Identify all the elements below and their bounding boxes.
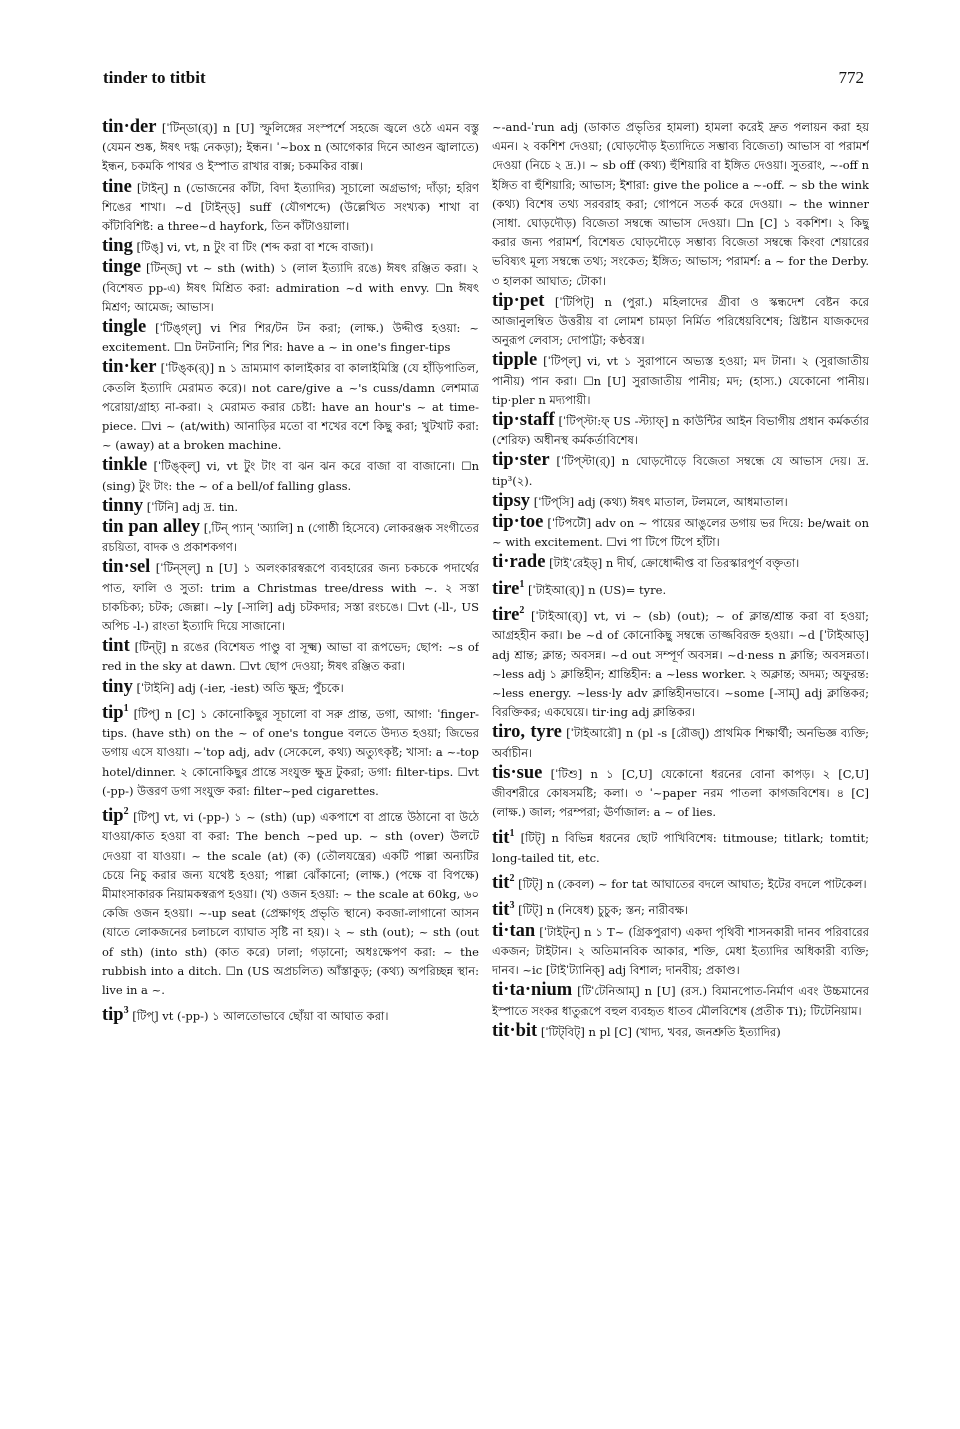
dictionary-entry [102,237,479,257]
entry-definition: [ˈটিপ্‌ল্‌] vi, vt ১ সুরাপানে অভ্যস্ত হওয়া; মদ টানা। ২ (সুরাজাতীয় পানীয়) পান করা। ☐n [U] সুরাজাতীয় পানীয়; মদ; (হাস্য.) যেকোনো পানীয়। tip·pler n মদ্যপায়ী। [492,354,869,407]
headword: tin·sel [102,557,151,578]
homograph-number: 2 [509,872,515,884]
headword: tinny [102,495,144,516]
entry-definition: [ˈটিঙ্‌গ্‌ল্‌] vi শির শির/টন টন করা; (লাক্ষ.) উদ্দীপ্ত হওয়া: ~ excitement. ☐n টনটনানি; শির শির: have a ~ in one's finger-tips [102,321,479,355]
right-column [492,118,869,1419]
headword: tip$^3$ [102,1005,129,1026]
dictionary-entry [102,637,479,676]
dictionary-entry [492,451,869,490]
dictionary-entry [492,601,869,722]
entry-definition: [ˈটাইট্‌ন্‌] n ১ T~ (গ্রিকপুরাণ) একদা পৃথিবী শাসনকারী দানব পরিবারের একজন; টাইটান। ২ অতিমানবিক আকার, শক্তি, মেধা ইত্যাদির অধিকারী ব্যক্তি; দানব। ~ic [টাইˈট্যানিক্‌] adj বিশাল; দানবীয়; প্রকাণ্ড। [492,924,869,978]
entry-definition: [ˈটাইআ(র্‌)] vt, vi ~ (sb) (out); ~ of ক্লান্ত/শ্রান্ত করা বা হওয়া; আগ্রহহীন করা। be ~d of কোনোকিছু সম্বন্ধে তাজ্জবিরক্ত হওয়া। ~d [ˈটাইআড্‌] adj শ্রান্ত; ক্লান্ত; অবসন্ন। ~d out সম্পূর্ণ অবসন্ন। ~d·ness n ক্লান্তি; অবসন্নতা। ~less adj ১ ক্লান্তিহীন; শ্রান্তিহীন: a ~less worker. ২ অক্লান্ত; অদম্য; অফুরন্ত: ~less energy. ~less·ly adv ক্লান্তিহীনভাবে। ~some [-সাম্‌] adj ক্লান্তিকর; বিরক্তিকর; একঘেয়ে। tir·ing adj ক্লান্তিকর। [492,609,869,720]
headword: tit$^1$ [492,827,515,848]
homograph-number: 2 [519,605,525,617]
headword: tit$^3$ [492,899,515,920]
entry-definition: [টিট্‌] n (কেবল) ~ for tat আঘাতের বদলে আঘাত; ইটের বদলে পাটকেল। [514,877,867,892]
entry-definition: [ˈটিপটৌ] adv on ~ পায়ের আঙুলের ডগায় ভর দিয়ে: be/wait on ~ with excitement. ☐vi পা টিপে টিপে হাঁটা। [492,516,869,550]
headword: tiny [102,676,133,697]
dictionary-entry [102,178,479,237]
dictionary-entry [102,318,479,357]
entry-definition: [ˈটাইআরৌ] n (pl -s [রৌজ্‌]) প্রাথমিক শিক্ষার্থী; অনভিজ্ঞ ব্যক্তি; অর্বাচীন। [492,726,869,760]
entry-definition: [ˈটিট্‌বিট্‌] n pl [C] (খাদ্য, খবর, জনশ্রুতি ইত্যাদির) [537,1024,781,1039]
dictionary-entry [492,764,869,823]
dictionary-entry [492,411,869,450]
dictionary-entry [492,513,869,552]
dictionary-entry [102,358,479,455]
running-head: tinder to titbit [103,68,206,87]
headword: ting [102,236,133,257]
dictionary-entry [492,292,869,351]
entry-definition: [টিপ্‌] vt, vi (-pp-) ১ ~ (sth) (up) একপাশে বা প্রান্তে উঠানো বা উঠে যাওয়া/কাত হওয়া বা করা: The bench ~ped up. ~ sth (over) উলটে দেওয়া বা যাওয়া। ~ the scale (at) (ক) (তৌলযন্ত্রের) একটি পাল্লা অন্যটির চেয়ে নিচু করার জন্য যথেষ্ট হওয়া; পাল্লা ঝোঁকানো; (লাক্ষ.) (পক্ষে বা বিপক্ষে) মীমাংসাকারক নিয়ামকস্বরূপ হওয়া। (খ) ওজন হওয়া: ~ the scale at 60kg, ৬০ কেজি ওজন হওয়া। ~-up seat (প্রেক্ষাগৃহ প্রভৃতি স্থানে) কবজা-লাগানো আসন (যাতে লোকজনের চলাচলে ব্যাঘাত সৃষ্টি না হয়)। ২ ~ sth (out); ~ sth (out of sth) (into sth) (কাত করে) ঢালা; গড়ানো; অধঃক্ষেপণ করা: ~ the rubbish into a ditch. ☐n (US অপ্রচলিত) আঁস্তাকুড়; (কথ্য) অপরিচ্ছন্ন স্থান: live in a ~. [102,810,479,998]
homograph-number: 1 [123,702,129,714]
entry-definition: [টিট্‌] n (নিষেধ) চুচুক; স্তন; নারীবক্ষ। [514,903,689,918]
entry-definition: [টিট্‌] n বিভিন্ন ধরনের ছোট পাখিবিশেষ: titmouse; titlark; tomtit; long-tailed tit, etc. [492,831,869,865]
dictionary-entry [102,518,479,557]
entry-definition: [টাইন্‌] n (ভোজনের কাঁটা, বিদা ইত্যাদির) সূচালো অগ্রভাগ; দাঁড়া; হরিণ শিঙের শাখা। ~d [টাইন্‌ড্‌] suff (যৌগশব্দে) (উল্লেখিত সংখ্যক) শাখা বা কাঁটাবিশিষ্ট: a three~d hayfork, তিন কাঁটাওয়ালা। [102,180,479,234]
headword: tip·toe [492,512,544,533]
dictionary-entry [102,456,479,495]
dictionary-entry [492,981,869,1020]
left-column [102,118,479,1419]
entry-definition: [ˈটিপ্‌সি] adj (কথ্য) ঈষৎ মাতাল, টলমলে, আধমাতাল। [530,494,788,509]
dictionary-entry [492,118,869,291]
entry-definition: [ˈটিপ্‌স্টা:ফ্‌ US -স্ট্যাফ্‌] n কাউন্টির আইন বিভাগীয় প্রধান কর্মকর্তার (শেরিফ) অধীনস্থ কর্মকর্তাবিশেষ। [492,414,869,448]
headword: tipsy [492,490,531,511]
homograph-number: 1 [519,578,525,590]
entry-definition: [ˈটিশু] n ১ [C,U] যেকোনো ধরনের বোনা কাপড়। ২ [C,U] জীবশরীরে কোষসমষ্টি; কলা। ৩ ˈ~paper নরম পাতলা কাগজবিশেষ। ৪ [C] (লাক্ষ.) জাল; পরম্পরা; ঊর্ণাজাল: a ~ of lies. [492,766,869,820]
entry-definition: [ˈটিনি] adj দ্র. tin. [143,499,239,514]
dictionary-entry [492,553,869,573]
headword: tinge [102,257,142,278]
dictionary-entry [492,823,869,868]
entry-definition: [টিˈটেনিআম্‌] n [U] (রস.) বিমানপোত-নির্মাণ এবং উচ্চমানের ইস্পাতে সংকর ধাতুরূপে বহুল ব্যবহৃত ধাতব মৌলবিশেষ (প্রতীক Ti); টিটেনিয়াম। [492,984,869,1018]
dictionary-entry [492,869,869,894]
entry-definition: [টিন্‌ট্‌] n রঙের (বিশেষত পাণ্ডু বা সূক্ষ্ম) আভা বা রূপভেদ; ছোপ: ~s of red in the sky at dawn. ☐vt ছোপ দেওয়া; ঈষৎ রঞ্জিত করা। [102,640,479,674]
headword: tin·ker [102,357,157,378]
entry-definition: [ˈটিপিট্‌] n (পুরা.) মহিলাদের গ্রীবা ও স্কন্ধদেশ বেষ্টন করে আজানুলম্বিত উত্তরীয় বা লোমশ চামড়া নির্মিত পরিধেয়বিশেষ; খ্রিষ্টান যাজকদের অনুরূপ লেবাস; দোপাট্টা; কণ্ঠবস্ত্র। [492,294,869,348]
entry-definition: [টাইˈরেইড্‌] n দীর্ঘ, ক্রোধোদ্দীপ্ত বা তিরস্কারপূর্ণ বক্তৃতা। [545,556,800,571]
headword: tip$^1$ [102,702,129,724]
entry-definition: [ˈটিন্‌স্‌ল্‌] n [U] ১ অলংকারস্বরূপে ব্যবহারের জন্য চকচকে পদার্থের পাত, ফালি ও সুতা: trim a Christmas tree/dress with ~. ২ সস্তা চাকচিক্য; চটক; জেল্লা। ~ly [-সালি] adj চটকদার; সস্তা রংচঙে। ☐vt (-ll-, US অপিচ -l-) রাংতা ইত্যাদি দিয়ে সাজানো। [102,561,479,634]
entry-definition: [ˈটিঙ্‌ক্‌ল্‌] vi, vt টুং টাং বা ঝন ঝন করে বাজা বা বাজানো। ☐n (sing) টুং টাং: the ~ of a bell/of falling glass. [102,459,479,493]
dictionary-entry [492,895,869,920]
dictionary-entry [102,699,479,801]
entry-definition: [ˈটিঙ্‌ক(র্‌)] n ১ ভ্রাম্যমাণ কালাইকার বা কালাইমিস্ত্রি (যে হাঁড়িপাতিল, কেতলি ইত্যাদি মেরামত করে)। not care/give a ~'s cuss/damn লেশমাত্র পরোয়া/গ্রাহ্য না-করা। ২ মেরামত করার চেষ্টা: have an hour's ~ at time-piece. ☐vi ~ (at/with) আনাড়ির মতো বা শখের বশে কিছু করা; খুটখাট করা: ~ (away) at a broken machine. [102,361,479,453]
entry-definition: [টিন্‌জ্‌] vt ~ sth (with) ১ (লাল ইত্যাদি রঙে) ঈষৎ রঞ্জিত করা। ২ (বিশেষত pp-এ) ঈষৎ মিশ্রিত করা: admiration ~d with envy. ☐n ঈষৎ মিশ্রণ; আমেজ; আভাস। [102,261,479,314]
dictionary-entry [102,678,479,698]
headword: ti·rade [492,552,546,573]
dictionary-entry [102,558,479,636]
headword: ti·ta·nium [492,980,573,1001]
headword: tip·staff [492,410,555,431]
dictionary-entry [492,351,869,410]
entry-definition: [টিপ্‌] vt (-pp-) ১ আলতোভাবে ছোঁয়া বা আঘাত করা। [128,1009,389,1024]
headword: tip·pet [492,290,545,311]
dictionary-entry [492,575,869,600]
entry-definition: [টিঙ্‌] vi, vt, n টুং বা টিং (শব্দ করা বা শব্দে বাজা)। [132,240,374,255]
headword: tin pan alley [102,517,200,538]
dictionary-entry [102,802,479,1000]
entry-definition: [ˈটাইআ(র্‌)] n (US)= tyre. [524,582,667,597]
headword: ti·tan [492,920,536,941]
headword: tin·der [102,118,157,137]
headword: tis·sue [492,762,543,783]
dictionary-entry [492,922,869,981]
page-number: 772 [838,68,864,87]
entry-definition: [ˈটিপ্‌স্টা(র্‌)] n ঘোড়দৌড়ে বিজেতা সম্বন্ধে যে আভাস দেয়। দ্র. tip³(২). [492,454,869,488]
entry-definition: [ˌটিন্‌ প্যান্‌ ˈঅ্যালি] n (গোষ্ঠী হিসেবে) লোকরঞ্জক সংগীতের রচয়িতা, বাদক ও প্রকাশকগণ। [102,521,479,555]
dictionary-entry [102,497,479,517]
page-header [103,68,864,96]
homograph-number: 3 [509,899,515,911]
dictionary-entry [102,258,479,317]
headword: tinkle [102,455,148,476]
entry-definition: [ˈটাইনি] adj (-ier, -iest) অতি ক্ষুদ্র; পুঁচকে। [132,680,344,695]
dictionary-entry [492,723,869,762]
headword: tipple [492,350,538,371]
homograph-number: 1 [509,827,515,839]
homograph-number: 3 [123,1005,129,1017]
homograph-number: 2 [123,806,129,818]
dictionary-entry [492,1022,869,1042]
headword: tip·ster [492,450,550,471]
headword: tiro, tyre [492,722,562,743]
headword: tine [102,176,132,197]
dictionary-entry [492,492,869,512]
headword: tint [102,636,130,657]
headword: tire$^1$ [492,578,525,599]
entry-definition: [ˈটিন্‌ডা(র্‌)] n [U] স্ফুলিঙ্গের সংস্পর্শে সহজে জ্বলে ওঠে এমন বস্তু (যেমন শুষ্ক, ঈষৎ দগ্ধ নেকড়া); ইন্ধন। ˈ~box n (আগেকার দিনে আগুন জ্বালাতে) ইন্ধন, চকমকি পাথর ও ইস্পাত রাখার বাক্স; চকমকির বাক্স। [102,121,479,174]
dictionary-entry [102,1001,479,1026]
headword: tip$^2$ [102,806,129,827]
headword: tit·bit [492,1020,538,1041]
headword: tingle [102,317,147,338]
headword: tire$^2$ [492,605,525,626]
entry-continuation: ~-and-ˈrun adj (ডাকাত প্রভৃতির হামলা) হামলা করেই দ্রুত পলায়ন করা হয় এমন। ২ বকশিশ দেওয়া; (ঘোড়দৌড় ইত্যাদিতে সম্ভাব্য বিজেতা) আভাস বা পরামর্শ দেওয়া (নিচে ২ দ্র.)। ~ sb off (কথ্য) হুঁশিয়ারি বা ইঙ্গিত দেওয়া। সুতরাং, ~-off n ইঙ্গিত বা হুঁশিয়ারি; আভাস; ইশারা: give the police a ~-off. ~ sb the wink (কথ্য) বিশেষ তথ্য সরবরাহ করা; গোপনে সতর্ক করে দেওয়া। ~ the winner (সাধা. ঘোড়দৌড়) বিজেতা সম্বন্ধে আভাস দেওয়া। ☐n [C] ১ বকশিশ। ২ কিছু করার জন্য পরামর্শ, বিশেষত ঘোড়দৌড়ে সম্ভাব্য বিজেতা সম্বন্ধে কিংবা শেয়ারের ভবিষ্যৎ মূল্য সম্বন্ধে তথ্য; সংকেত; ইঙ্গিত; আভাস; পরামর্শ: a ~ for the Derby. ৩ হালকা আঘাত; টোকা। [492,120,869,288]
headword: tit$^2$ [492,872,515,894]
dictionary-entry [102,118,479,177]
entry-definition: [টিপ্‌] n [C] ১ কোনোকিছুর সূচালো বা সরু প্রান্ত, ডগা, আগা: ˈfinger-tips. (have sth) on the ~ of one's tongue বলতে উদ্যত হওয়া; জিভের ডগায় এসে যাওয়া। ~ˈtop adj, adv (সেকেলে, কথ্য) অত্যুৎকৃষ্ট; খাসা: a ~-top hotel/dinner. ২ কোনোকিছুর প্রান্তে সংযুক্ত ক্ষুদ্র টুকরা; ডগা: filter-tips. ☐vt (-pp-) উত্তরণ ডগা সংযুক্ত করা: filter~ped cigarettes. [102,707,479,798]
